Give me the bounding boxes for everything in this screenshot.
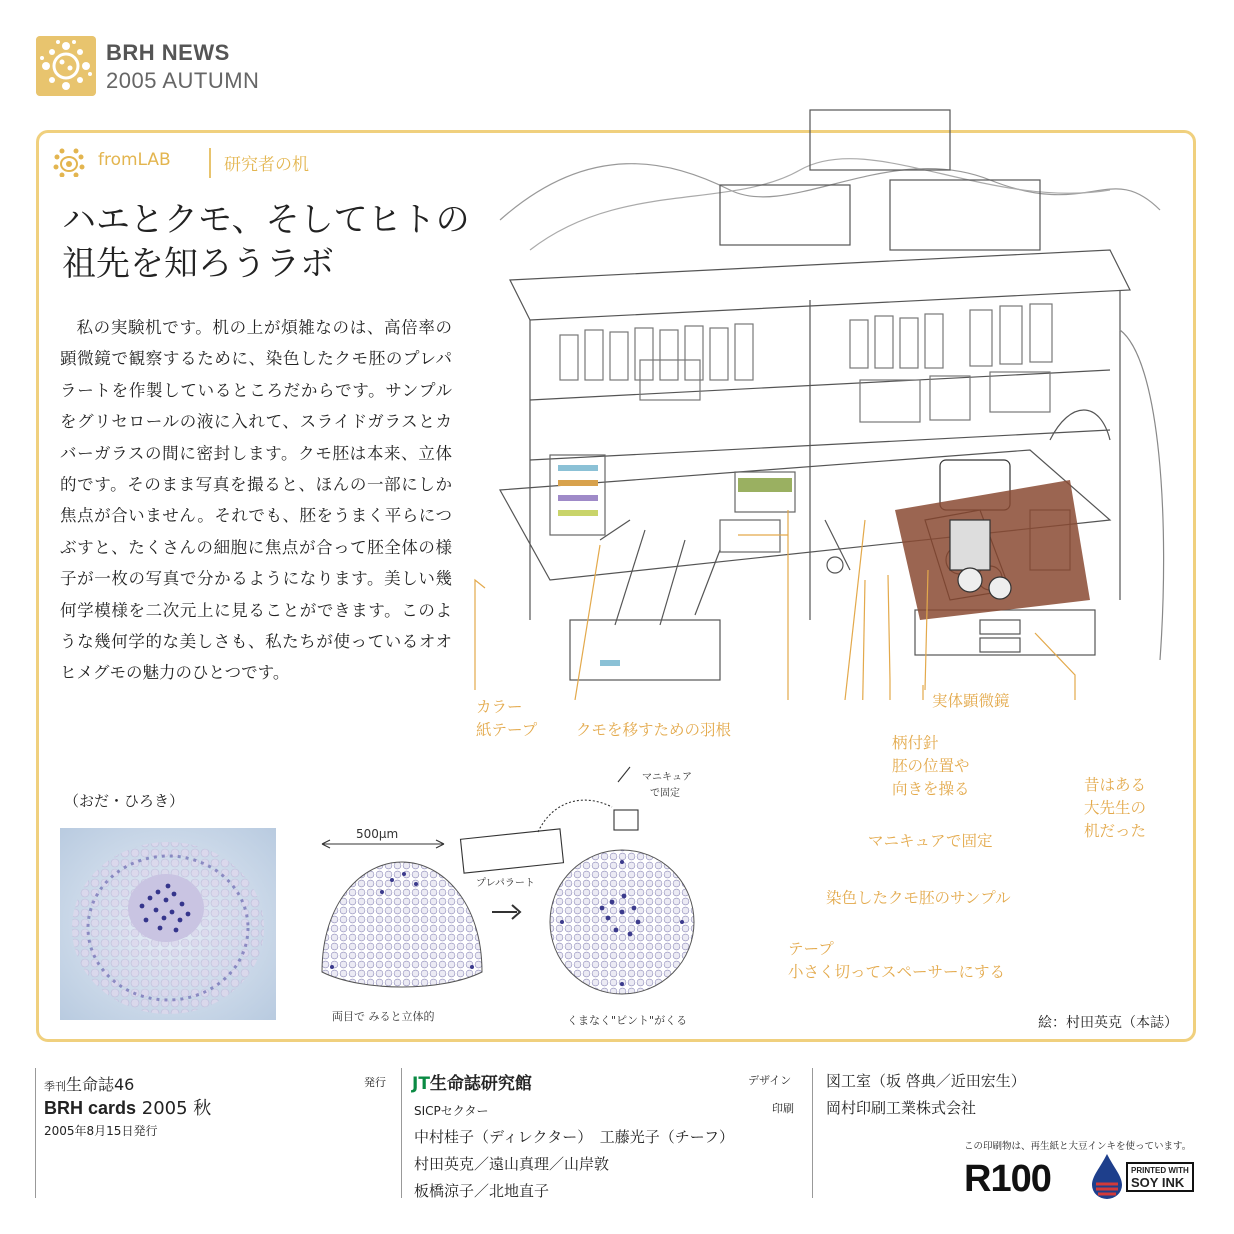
section-subcategory: 研究者の机 — [224, 155, 309, 175]
label-sample: 染色したクモ胚のサンプル — [826, 889, 1011, 907]
label-tape-line-1: テープ — [788, 940, 834, 958]
label-stereo-microscope: 実体顕微鏡 — [932, 692, 1010, 710]
label-color-tape-line-2: 紙テープ — [476, 721, 538, 739]
footer-divider-mid — [401, 1068, 402, 1198]
r100-logo-icon — [964, 1156, 1074, 1202]
section-divider — [209, 148, 211, 178]
footer-year-season: 2005 秋 — [141, 1098, 212, 1119]
label-old-desk-line-1: 昔はある — [1084, 776, 1147, 794]
spider-embryo-photo — [60, 828, 276, 1020]
label-feather: クモを移すための羽根 — [576, 721, 732, 739]
footer-publisher-label: 発行 — [364, 1076, 386, 1089]
footer-staff-3: 板橋涼子／北地直子 — [414, 1182, 550, 1200]
embryo-sketch — [312, 762, 732, 1032]
jt-logo-icon: JT — [412, 1074, 430, 1094]
footer-design-label: デザイン — [748, 1074, 792, 1087]
footer-kikan: 季刊 — [44, 1080, 66, 1093]
scale-label: 500μm — [356, 827, 399, 841]
footer-printer: 岡村印刷工業株式会社 — [826, 1099, 977, 1117]
footer-divider-right — [812, 1068, 813, 1198]
label-manicure: マニキュアで固定 — [868, 832, 993, 850]
label-color-tape-line-1: カラー — [476, 698, 523, 716]
article-paragraph: 私の実験机です。机の上が煩雑なのは、高倍率の顕微鏡で観察するために、染色したクモ胚のプレパラートを作製しているところだからです。サンプルをグリセロールの液に入れて、スライドガラスとカバーガラスの間に密封します。クモ胚は本来、立体的です。そのまま写真を撮ると、ほんの一部にしか焦点が合いません。それでも、胚をうまく平らにつぶすと、たくさんの細胞に焦点が合って胚全体の様子が一枚の写真で分かるようになります。美しい幾何学模様を二次元上に見ることができます。このような幾何学的な美しさも、私たちが使っているオオヒメグモの魅力のひとつです。 — [60, 318, 452, 683]
sketch-right-caption: くまなく"ピント"がくる — [567, 1014, 688, 1027]
footer-staff-1: 中村桂子（ディレクター） 工藤光子（チーフ） — [414, 1128, 734, 1146]
label-old-desk — [1084, 774, 1146, 843]
footer-eco-note: この印刷物は、再生紙と大豆インキを使っています。 — [964, 1141, 1192, 1152]
label-old-desk-line-3: 机だった — [1084, 822, 1147, 840]
article-author: （おだ・ひろき） — [64, 792, 185, 810]
headline-line-2: 祖先を知ろうラボ — [62, 244, 334, 284]
footer-magazine-name: 生命誌46 — [66, 1075, 135, 1094]
sketch-left-caption: 両目で みると立体的 — [332, 1010, 435, 1023]
article-body — [60, 312, 452, 689]
footer-publisher-name: 生命誌研究館 — [429, 1074, 532, 1094]
label-color-tape — [476, 696, 537, 742]
brh-logo-icon — [36, 36, 96, 96]
spider-icon — [52, 147, 86, 177]
label-needle-line-1: 柄付針 — [892, 734, 939, 752]
section-category: fromLAB — [98, 150, 171, 170]
label-tape-spacer — [788, 938, 1005, 984]
sketch-manicure-note-2: で固定 — [650, 788, 680, 799]
soy-ink-line-2: SOY INK — [1131, 1175, 1185, 1190]
sketch-slide-note: プレパラート — [476, 878, 535, 889]
soy-drop-icon — [1090, 1152, 1124, 1200]
label-old-desk-line-2: 大先生の — [1084, 799, 1147, 817]
article-headline — [62, 198, 512, 286]
footer-sector: SICPセクター — [414, 1104, 489, 1118]
footer-brh-cards — [44, 1094, 211, 1120]
headline-line-1: ハエとクモ、そしてヒトの — [62, 200, 470, 240]
label-tape-line-2: 小さく切ってスペーサーにする — [788, 963, 1006, 981]
footer-magazine — [44, 1072, 134, 1095]
soy-ink-line-1: PRINTED WITH — [1131, 1166, 1189, 1175]
footer-divider-left — [35, 1068, 36, 1198]
footer-designer: 図工室（坂 啓典／近田宏生） — [826, 1072, 1026, 1090]
soy-ink-logo-icon — [1090, 1152, 1202, 1200]
label-needle-line-2: 胚の位置や — [892, 757, 970, 775]
footer-publisher — [412, 1069, 532, 1094]
issue-season: 2005 AUTUMN — [106, 68, 260, 93]
lab-desk-illustration — [470, 100, 1170, 700]
label-needle-line-3: 向きを操る — [892, 780, 970, 798]
illustration-credit: 絵：村田英克（本誌） — [1038, 1015, 1178, 1031]
brh-news-title: BRH NEWS — [106, 40, 230, 65]
footer-date: 2005年8月15日発行 — [44, 1124, 158, 1138]
r100-text: R100 — [964, 1158, 1051, 1200]
sketch-manicure-note-1: マニキュア — [642, 772, 692, 783]
footer-print-label: 印刷 — [772, 1102, 794, 1115]
footer-brh-cards-label: BRH cards — [44, 1098, 137, 1118]
label-needle — [892, 732, 970, 801]
footer-staff-2: 村田英克／遠山真理／山岸敦 — [414, 1155, 610, 1173]
